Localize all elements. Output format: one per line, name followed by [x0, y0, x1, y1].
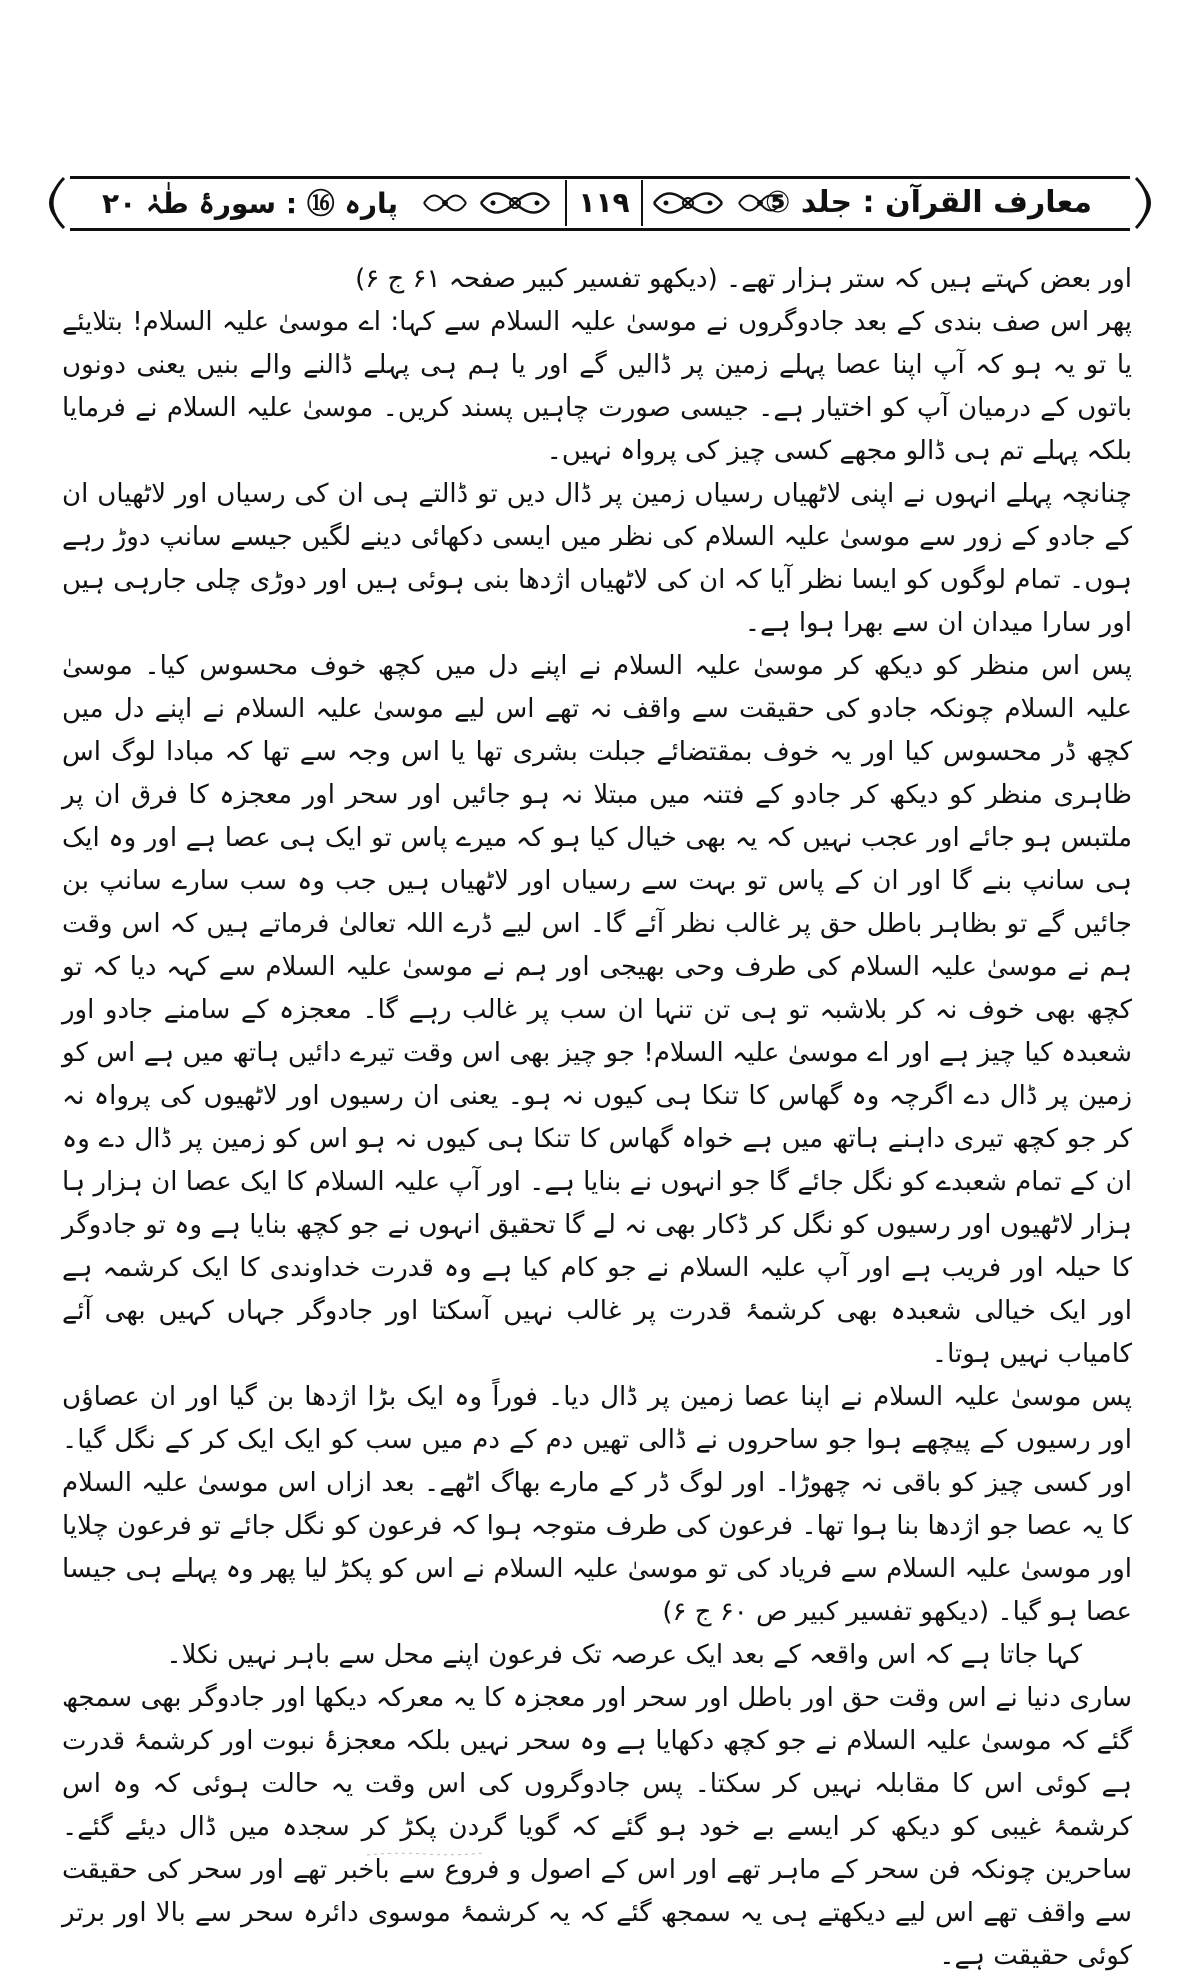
- paragraph: ساری دنیا نے اس وقت حق اور باطل اور سحر اور معجزہ کا یہ معرکہ دیکھا اور جادوگر بھی سمجھ گئے کہ موسیٰ علیہ السلام نے جو کچھ دکھایا ہے وہ سحر نہیں بلکہ معجزۂ نبوت اور کرشمۂ قدرت ہے کوئی اس کا مقابلہ نہیں کر سکتا۔ پس جادوگروں کی اس وقت یہ حالت ہوئی کہ وہ اس کرشمۂ غیبی کو دیکھ کر ایسے بے خود ہو گئے کہ گویا گردن پکڑ کر سجدہ میں ڈال دیئے گئے۔ ساحرین چونکہ فن سحر کے ماہر تھے اور اس کے اصول و فروع سے باخبر تھے اور سحر کی حقیقت سے واقف تھے اس لیے دیکھتے ہی یہ سمجھ گئے کہ یہ کرشمۂ موسوی دائرہ سحر سے بالا اور برتر کوئی حقیقت ہے۔: [62, 1683, 1132, 1971]
- page-header: [30, 168, 1170, 238]
- paragraph: چنانچہ پہلے انہوں نے اپنی لاٹھیاں رسیاں زمین پر ڈال دیں تو ڈالتے ہی ان کی رسیاں اور لاٹھیاں ان کے جادو کے زور سے موسیٰ علیہ السلام کی نظر میں ایسی دکھائی دینے لگیں جیسے سانپ دوڑ رہے ہوں۔ تمام لوگوں کو ایسا نظر آیا کہ ان کی لاٹھیاں اژدھا بنی ہوئی ہیں اور دوڑی چلی جارہی ہیں اور سارا میدان ان سے بھرا ہوا ہے۔: [62, 479, 1132, 638]
- paragraph: پس اس منظر کو دیکھ کر موسیٰ علیہ السلام نے اپنے دل میں کچھ خوف محسوس کیا۔ موسیٰ علیہ السلام چونکہ جادو کی حقیقت سے واقف نہ تھے اس لیے موسیٰ علیہ السلام نے اپنے دل میں کچھ ڈر محسوس کیا اور یہ خوف بمقتضائے جبلت بشری تھا یا اس وجہ سے تھا کہ مبادا لوگ اس ظاہری منظر کو دیکھ کر جادو کے فتنہ میں مبتلا نہ ہو جائیں اور سحر اور معجزہ کا فرق ان پر ملتبس ہو جائے اور عجب نہیں کہ یہ بھی خیال کیا ہو کہ میرے پاس تو ایک ہی عصا ہے اور وہ ایک ہی سانپ بنے گا اور ان کے پاس تو بہت سے رسیاں اور لاٹھیاں ہیں جب وہ سب سارے سانپ بن جائیں گے تو بظاہر باطل حق پر غالب نظر آئے گا۔ اس لیے ڈرے اللہ تعالیٰ فرماتے ہیں کہ اس وقت ہم نے موسیٰ علیہ السلام کی طرف وحی بھیجی اور ہم نے موسیٰ علیہ السلام سے کہہ دیا کہ تو کچھ بھی خوف نہ کر بلاشبہ تو ہی تن تنہا ان سب پر غالب رہے گا۔ معجزہ کے سامنے جادو اور شعبدہ کیا چیز ہے اور اے موسیٰ علیہ السلام! جو چیز بھی اس وقت تیرے دائیں ہاتھ میں ہے اس کو زمین پر ڈال دے اگرچہ وہ گھاس کا تنکا ہی کیوں نہ ہو۔ یعنی ان رسیوں اور لاٹھیوں کی پرواہ نہ کر جو کچھ تیری داہنے ہاتھ میں ہے خواہ گھاس کا تنکا ہی کیوں نہ ہو اس کو زمین پر ڈال دے وہ ان کے تمام شعبدے کو نگل جائے گا جو انہوں نے بنایا ہے۔ اور آپ علیہ السلام کا ایک عصا ان ہزار ہا ہزار لاٹھیوں اور رسیوں کو نگل کر ڈکار بھی نہ لے گا تحقیق انہوں نے جو کچھ بنایا ہے وہ تو جادوگر کا حیلہ اور فریب ہے اور آپ علیہ السلام نے جو کام کیا ہے وہ قدرت خداوندی کا ایک کرشمہ ہے اور ایک خیالی شعبدہ بھی کرشمۂ قدرت پر غالب نہیں آسکتا اور جادوگر جہاں کہیں بھی آئے کامیاب نہیں ہوتا۔: [62, 651, 1132, 1369]
- paragraph: کہا جاتا ہے کہ اس واقعہ کے بعد ایک عرصہ تک فرعون اپنے محل سے باہر نہیں نکلا۔: [166, 1640, 1082, 1670]
- floral-ornament-icon: [420, 182, 470, 224]
- page-number: ۱۱۹: [565, 180, 643, 226]
- para-surah-reference: پارہ ⑯ : سورۂ طٰہٰ ۲۰: [102, 187, 399, 220]
- paragraph: پھر اس صف بندی کے بعد جادوگروں نے موسیٰ علیہ السلام سے کہا: اے موسیٰ علیہ السلام! بتلایئے یا تو یہ ہو کہ آپ اپنا عصا پہلے زمین پر ڈالیں گے اور یا ہم ہی پہلے ڈالنے والے بنیں یعنی دونوں باتوں کے درمیان آپ کو اختیار ہے۔ جیسی صورت چاہیں پسند کریں۔ موسیٰ علیہ السلام نے فرمایا بلکہ پہلے تم ہی ڈالو مجھے کسی چیز کی پرواہ نہیں۔: [62, 307, 1132, 466]
- paragraph: اور بعض کہتے ہیں کہ ستر ہزار تھے۔ (دیکھو تفسیر کبیر صفحہ ۶۱ ج ۶): [355, 264, 1132, 294]
- body-text: [62, 258, 1132, 1978]
- header-rule-bottom: [70, 228, 1130, 231]
- floral-ornament-icon: [648, 182, 728, 224]
- floral-ornament-icon: [735, 182, 785, 224]
- scan-mark: [365, 1850, 485, 1858]
- header-left-bracket-ornament: [34, 174, 70, 232]
- floral-ornament-icon: [475, 182, 555, 224]
- header-right-bracket-ornament: [1130, 174, 1166, 232]
- book-title: معارف القرآن : جلد ⑤: [765, 185, 1092, 220]
- paragraph: پس موسیٰ علیہ السلام نے اپنا عصا زمین پر ڈال دیا۔ فوراً وہ ایک بڑا اژدھا بن گیا اور ان عصاؤں اور رسیوں کے پیچھے ہوا جو ساحروں نے ڈالی تھیں دم کے دم میں سب کو ایک ایک کر کے نگل گیا۔ اور کسی چیز کو باقی نہ چھوڑا۔ اور لوگ ڈر کے مارے بھاگ اٹھے۔ بعد ازاں اس موسیٰ علیہ السلام کا یہ عصا جو اژدھا بنا ہوا تھا۔ فرعون کی طرف متوجہ ہوا کہ فرعون کو نگل جائے تو فرعون چلایا اور موسیٰ علیہ السلام سے فریاد کی تو موسیٰ علیہ السلام نے اس کو پکڑ لیا پھر وہ پہلے ہی جیسا عصا ہو گیا۔ (دیکھو تفسیر کبیر ص ۶۰ ج ۶): [62, 1382, 1132, 1627]
